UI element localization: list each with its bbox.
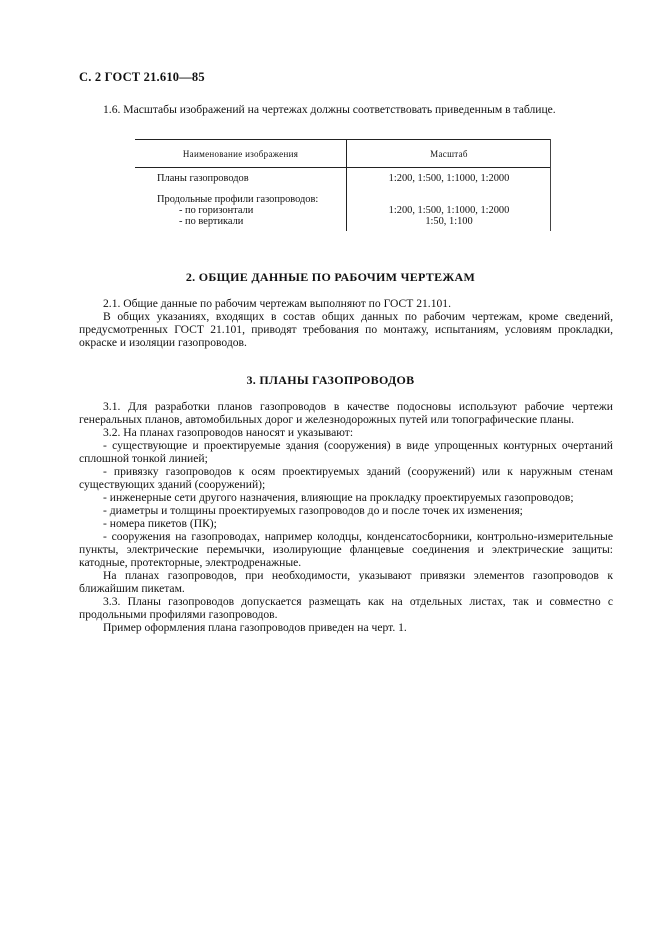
- table-cell-horizontal: - по горизонтали: [179, 205, 254, 216]
- clause-3-example: Пример оформления плана газопроводов приведен на черт. 1.: [103, 621, 407, 634]
- list-item-bindings: - привязку газопроводов к осям проектируемых зданий (сооружений) или к наружным стенам существующих зданий (сооружений);: [79, 465, 613, 491]
- clause-3-3: 3.3. Планы газопроводов допускается размещать как на отдельных листах, так и совместно с продольными профилями газопроводов.: [79, 595, 613, 621]
- table-cell-vertical: - по вертикали: [179, 216, 244, 227]
- section-2-body: [79, 297, 613, 349]
- scale-table: [135, 139, 551, 231]
- section-3-body: [79, 400, 613, 634]
- table-cell-vertical-scale: 1:50, 1:100: [425, 216, 473, 227]
- table-cell-horizontal-scale: 1:200, 1:500, 1:1000, 1:2000: [388, 205, 510, 216]
- table-cell-plans-scale: 1:200, 1:500, 1:1000, 1:2000: [388, 173, 510, 184]
- list-item-pickets: - номера пикетов (ПК);: [103, 517, 217, 530]
- list-item-networks: - инженерные сети другого назначения, влияющие на прокладку проектируемых газопроводов;: [103, 491, 574, 504]
- clause-1-6: 1.6. Масштабы изображений на чертежах должны соответствовать приведенным в таблице.: [103, 103, 556, 116]
- list-item-buildings: - существующие и проектируемые здания (сооружения) в виде упрощенных контурных очертаний сплошной тонкой линией;: [79, 439, 613, 465]
- table-header-border: [135, 167, 551, 168]
- page-header: С. 2 ГОСТ 21.610—85: [79, 70, 205, 84]
- table-header-name: Наименование изображения: [182, 149, 299, 159]
- section-3-title: 3. ПЛАНЫ ГАЗОПРОВОДОВ: [246, 373, 415, 387]
- table-top-border: [135, 139, 551, 140]
- clause-3-2-note: На планах газопроводов, при необходимости, указывают привязки элементов газопроводов к ближайшим пикетам.: [79, 569, 613, 595]
- table-cell-plans: Планы газопроводов: [157, 173, 249, 184]
- clause-2-general: В общих указаниях, входящих в состав общих данных по рабочим чертежам, кроме сведений, предусмотренных ГОСТ 21.101, приводят требования по монтажу, испытаниям, условиям прокладки, окраске и изоляции газопроводов.: [79, 310, 613, 349]
- clause-3-2: 3.2. На планах газопроводов наносят и указывают:: [103, 426, 354, 439]
- table-header-scale: Масштаб: [430, 149, 468, 159]
- table-cell-profiles: Продольные профили газопроводов:: [157, 194, 319, 205]
- list-item-diameters: - диаметры и толщины проектируемых газопроводов до и после точек их изменения;: [103, 504, 523, 517]
- clause-3-1: 3.1. Для разработки планов газопроводов в качестве подосновы используют рабочие чертежи генеральных планов, автомобильных дорог и железнодорожных путей или топографические планы.: [79, 400, 613, 426]
- list-item-structures: - сооружения на газопроводах, например колодцы, конденсатосборники, контрольно-измерительные пункты, электрические перемычки, изолирующие фланцевые соединения и электрические защиты: катодные, протекторные, электродренажные.: [79, 530, 613, 569]
- clause-2-1: 2.1. Общие данные по рабочим чертежам выполняют по ГОСТ 21.101.: [103, 297, 451, 310]
- section-2-title: 2. ОБЩИЕ ДАННЫЕ ПО РАБОЧИМ ЧЕРТЕЖАМ: [185, 270, 476, 284]
